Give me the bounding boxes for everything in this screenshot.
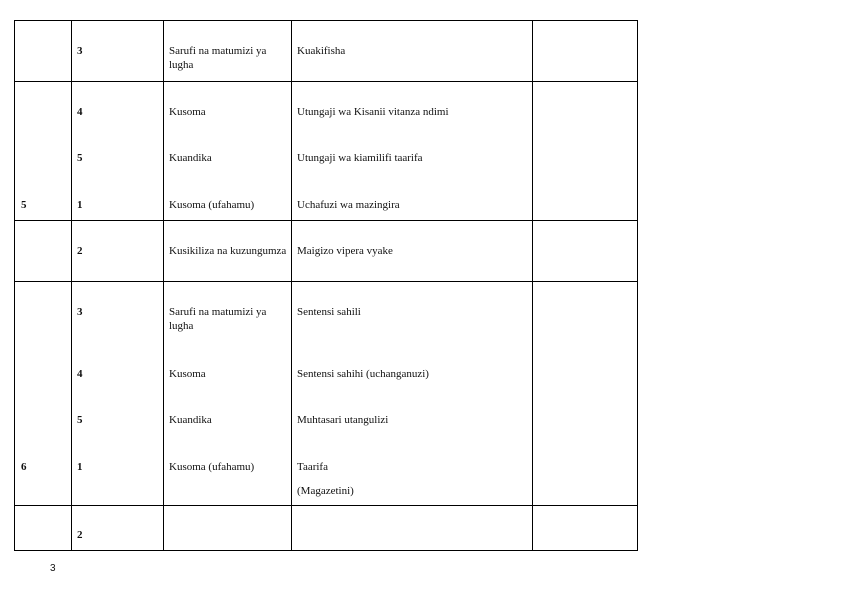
topic-cell: Muhtasari utangulizi xyxy=(297,414,389,426)
lesson-cell: 1 xyxy=(77,199,83,211)
topic-text: Taarifa xyxy=(297,461,328,473)
lesson-cell: 5 xyxy=(77,414,83,426)
week-cell: 6 xyxy=(21,461,27,473)
page-number: 3 xyxy=(50,563,56,574)
column-divider xyxy=(71,21,72,550)
column-divider xyxy=(291,21,292,550)
row-divider xyxy=(15,220,637,221)
topic-cell: Kuakifisha xyxy=(297,45,346,57)
scheme-of-work-table xyxy=(14,20,638,551)
row-divider xyxy=(15,81,637,82)
lesson-cell: 5 xyxy=(77,152,83,164)
topic-cell: Sentensi sahihi (uchanganuzi) xyxy=(297,368,429,380)
row-divider xyxy=(15,505,637,506)
topic-cell: Sentensi sahili xyxy=(297,306,361,318)
week-cell: 5 xyxy=(21,199,27,211)
strand-cell: Kusoma xyxy=(169,368,206,380)
row-divider xyxy=(15,281,637,282)
strand-cell: Kusoma (ufahamu) xyxy=(169,461,255,473)
strand-cell: Sarufi na matumizi ya lugha xyxy=(169,45,267,71)
column-divider xyxy=(532,21,533,550)
strand-cell: Kuandika xyxy=(169,152,212,164)
strand-cell: Kuandika xyxy=(169,414,212,426)
lesson-cell: 4 xyxy=(77,368,83,380)
lesson-cell: 4 xyxy=(77,106,83,118)
lesson-cell: 2 xyxy=(77,245,83,257)
topic-subtext: (Magazetini) xyxy=(297,485,354,497)
strand-cell: Kusikiliza na kuzungumza xyxy=(169,245,287,257)
topic-cell: Maigizo vipera vyake xyxy=(297,245,393,257)
topic-cell: Utungaji wa kiamilifi taarifa xyxy=(297,152,423,164)
strand-cell: Sarufi na matumizi ya lugha xyxy=(169,306,267,332)
topic-cell: Utungaji wa Kisanii vitanza ndimi xyxy=(297,106,449,118)
strand-cell: Kusoma xyxy=(169,106,206,118)
lesson-cell: 2 xyxy=(77,529,83,541)
column-divider xyxy=(163,21,164,550)
lesson-cell: 3 xyxy=(77,306,83,318)
topic-cell xyxy=(297,460,527,498)
lesson-cell: 3 xyxy=(77,45,83,57)
topic-cell: Uchafuzi wa mazingira xyxy=(297,199,400,211)
strand-cell: Kusoma (ufahamu) xyxy=(169,199,255,211)
lesson-cell: 1 xyxy=(77,461,83,473)
